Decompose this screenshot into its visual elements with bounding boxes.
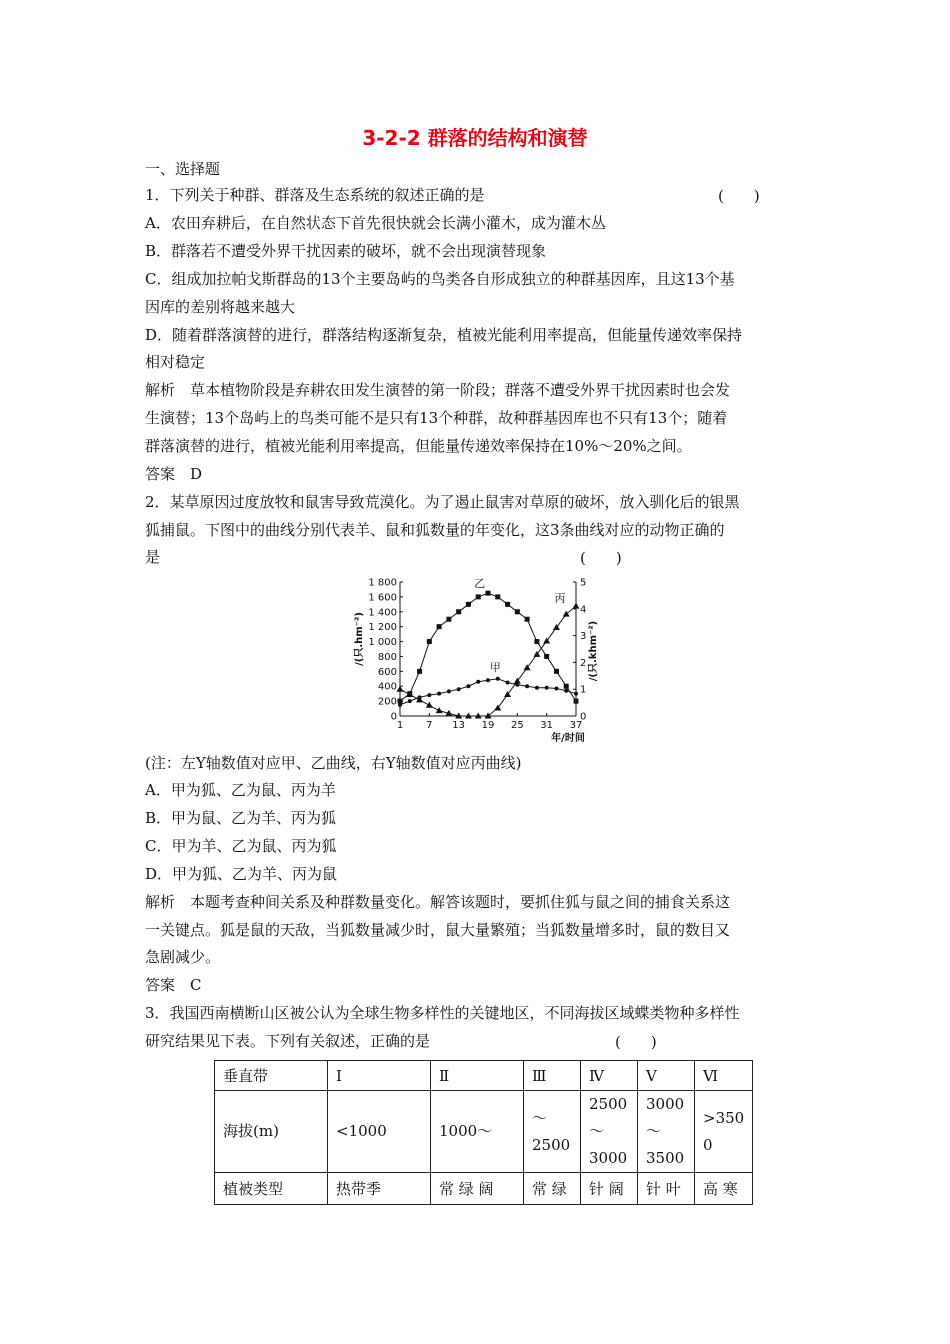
x-tick-label: 31 (540, 720, 554, 731)
y-right-tick-label: 5 (580, 577, 587, 589)
table-row (215, 1091, 753, 1173)
table-row (215, 1061, 753, 1091)
table-cell: 针 叶 (638, 1173, 695, 1205)
point-甲 (447, 689, 451, 693)
point-乙 (515, 609, 520, 614)
y-left-tick-label: 0 (390, 711, 397, 723)
point-甲 (486, 678, 490, 682)
y-left-axis-label: /(只.hm⁻²) (354, 612, 365, 666)
q2-analysis-1: 解析 本题考查种间关系及种群数量变化。解答该题时，要抓住狐与鼠之间的捕食关系这 (145, 893, 731, 911)
x-axis-label: 年/时间 (551, 733, 585, 744)
q2-option-c: C．甲为羊、乙为鼠、丙为狐 (145, 837, 337, 855)
table-cell: 3000 ～ 3500 (638, 1091, 695, 1173)
x-tick-label: 37 (569, 720, 583, 731)
series-label-甲: 甲 (489, 660, 501, 674)
x-tick-label: 19 (481, 720, 495, 731)
altitude-table (214, 1060, 753, 1205)
point-乙 (456, 609, 461, 614)
y-left-tick-label: 600 (377, 666, 397, 678)
q1-analysis-1: 解析 草本植物阶段是弃耕农田发生演替的第一阶段；群落不遭受外界干扰因素时也会发 (145, 381, 731, 399)
point-甲 (525, 684, 529, 688)
q1-answer-paren: ( ) (718, 187, 760, 205)
x-tick-label: 25 (510, 720, 524, 731)
table-cell: 常 绿 阔 (431, 1173, 524, 1205)
q1-answer: 答案 D (145, 465, 203, 483)
table-cell: 针 阔 (581, 1173, 638, 1205)
point-甲 (554, 686, 558, 690)
point-乙 (525, 617, 530, 622)
q1-analysis-3: 群落演替的进行，植被光能利用率提高，但能量传递效率保持在10%～20%之间。 (145, 437, 692, 455)
q3-answer-paren: ( ) (615, 1033, 657, 1051)
x-tick-label: 7 (426, 720, 433, 731)
point-甲 (408, 699, 412, 703)
table-cell: 1000～ (431, 1091, 524, 1173)
q2-analysis-3: 急剧减少。 (145, 948, 221, 966)
q3-stem-2: 研究结果见下表。下列有关叙述，正确的是 (145, 1032, 431, 1050)
table-cell: ～ 2500 (524, 1091, 581, 1173)
series-line-乙 (400, 593, 576, 701)
y-left-tick-label: 800 (377, 651, 397, 663)
point-乙 (495, 594, 500, 599)
y-left-tick-label: 200 (377, 696, 397, 708)
q1-option-b: B．群落若不遭受外界干扰因素的破坏，就不会出现演替现象 (145, 242, 547, 260)
point-乙 (476, 594, 481, 599)
point-甲 (457, 687, 461, 691)
q2-option-d: D．甲为狐、乙为羊、丙为鼠 (145, 865, 338, 883)
page-title: 3-2-2 群落的结构和演替 (362, 126, 588, 150)
table-cell: Ⅰ (328, 1061, 431, 1091)
table-row (215, 1173, 753, 1205)
point-乙 (505, 602, 510, 607)
table-cell: 植被类型 (215, 1173, 328, 1205)
point-丙 (436, 707, 443, 713)
q2-stem-1: 2．某草原因过度放牧和鼠害导致荒漠化。为了遏止鼠害对草原的破坏，放入驯化后的银黑 (145, 493, 740, 511)
point-甲 (506, 681, 510, 685)
series-label-乙: 乙 (474, 577, 486, 591)
point-乙 (398, 699, 403, 704)
y-left-tick-label: 1 200 (368, 622, 397, 634)
point-乙 (437, 624, 442, 629)
table-cell: 海拔(m) (215, 1091, 328, 1173)
q1-option-c: C．组成加拉帕戈斯群岛的13个主要岛屿的鸟类各自形成独立的种群基因库，且这13个基 (145, 270, 735, 288)
q2-analysis-2: 一关键点。狐是鼠的天敌，当狐数量减少时，鼠大量繁殖；当狐数量增多时，鼠的数目又 (145, 921, 731, 939)
table-cell: 高 寒 (695, 1173, 753, 1205)
y-right-axis-label: /(只.khm⁻²) (588, 620, 599, 682)
table-cell: >350 0 (695, 1091, 753, 1173)
table-cell: Ⅴ (638, 1061, 695, 1091)
point-甲 (496, 677, 500, 681)
q2-option-a: A．甲为狐、乙为鼠、丙为羊 (145, 781, 336, 799)
q1-stem: 1．下列关于种群、群落及生态系统的叙述正确的是 (145, 186, 485, 204)
point-甲 (545, 686, 549, 690)
x-tick-label: 1 (396, 720, 404, 731)
point-乙 (544, 654, 549, 659)
table-cell: 热带季 (328, 1173, 431, 1205)
q1-option-d: D．随着群落演替的进行，群落结构逐渐复杂，植被光能利用率提高，但能量传递效率保持 (145, 326, 743, 344)
y-right-tick-label: 4 (580, 604, 587, 616)
y-left-tick-label: 1 400 (368, 607, 397, 619)
point-丙 (573, 603, 580, 609)
x-tick-label: 13 (452, 720, 466, 731)
point-甲 (437, 692, 441, 696)
q2-answer-paren: ( ) (580, 549, 622, 567)
section-heading: 一、选择题 (145, 160, 221, 178)
table-cell: 常 绿 (524, 1173, 581, 1205)
y-left-tick-label: 1 600 (368, 592, 397, 604)
q2-note: (注：左Y轴数值对应甲、乙曲线，右Y轴数值对应丙曲线) (145, 754, 522, 772)
y-right-tick-label: 3 (580, 631, 587, 643)
q2-stem-2: 狐捕鼠。下图中的曲线分别代表羊、鼠和狐数量的年变化，这3条曲线对应的动物正确的 (145, 521, 725, 539)
q2-answer: 答案 C (145, 976, 202, 994)
series-label-丙: 丙 (554, 592, 566, 606)
point-乙 (417, 669, 422, 674)
y-right-tick-label: 2 (580, 657, 587, 669)
table-cell: 2500 ～ 3000 (581, 1091, 638, 1173)
y-right-tick-label: 1 (580, 684, 587, 696)
q1-option-c-cont: 因库的差别将越来越大 (145, 298, 296, 316)
point-乙 (534, 639, 539, 644)
point-乙 (427, 639, 432, 644)
q1-analysis-2: 生演替；13个岛屿上的鸟类可能不是只有13个种群，故种群基因库也不只有13个；随着 (145, 409, 728, 427)
point-甲 (427, 693, 431, 697)
chart-marks (397, 577, 580, 718)
table-cell: Ⅲ (524, 1061, 581, 1091)
point-乙 (466, 602, 471, 607)
q1-option-d-cont: 相对稳定 (145, 353, 206, 371)
y-right-tick-label: 0 (580, 711, 587, 723)
q2-stem-3: 是 (145, 548, 161, 566)
point-乙 (574, 699, 579, 704)
table-cell: Ⅳ (581, 1061, 638, 1091)
point-乙 (564, 684, 569, 689)
y-left-tick-label: 400 (377, 681, 397, 693)
point-乙 (486, 591, 491, 596)
point-乙 (446, 617, 451, 622)
q2-option-b: B．甲为鼠、乙为羊、丙为狐 (145, 809, 337, 827)
point-甲 (564, 689, 568, 693)
series-line-甲 (400, 679, 576, 705)
point-甲 (476, 680, 480, 684)
y-left-tick-label: 1 800 (368, 577, 397, 589)
q3-stem-1: 3．我国西南横断山区被公认为全球生物多样性的关键地区，不同海拔区域蝶类物种多样性 (145, 1004, 740, 1022)
point-乙 (554, 669, 559, 674)
point-甲 (574, 692, 578, 696)
table-cell: Ⅵ (695, 1061, 753, 1091)
point-丙 (426, 702, 433, 708)
population-chart (345, 574, 599, 746)
table-cell: <1000 (328, 1091, 431, 1173)
point-甲 (466, 684, 470, 688)
table-cell: 垂直带 (215, 1061, 328, 1091)
y-left-tick-label: 1 000 (368, 637, 397, 649)
q1-option-a: A．农田弃耕后，在自然状态下首先很快就会长满小灌木，成为灌木丛 (145, 214, 606, 232)
table-cell: Ⅱ (431, 1061, 524, 1091)
point-甲 (535, 686, 539, 690)
